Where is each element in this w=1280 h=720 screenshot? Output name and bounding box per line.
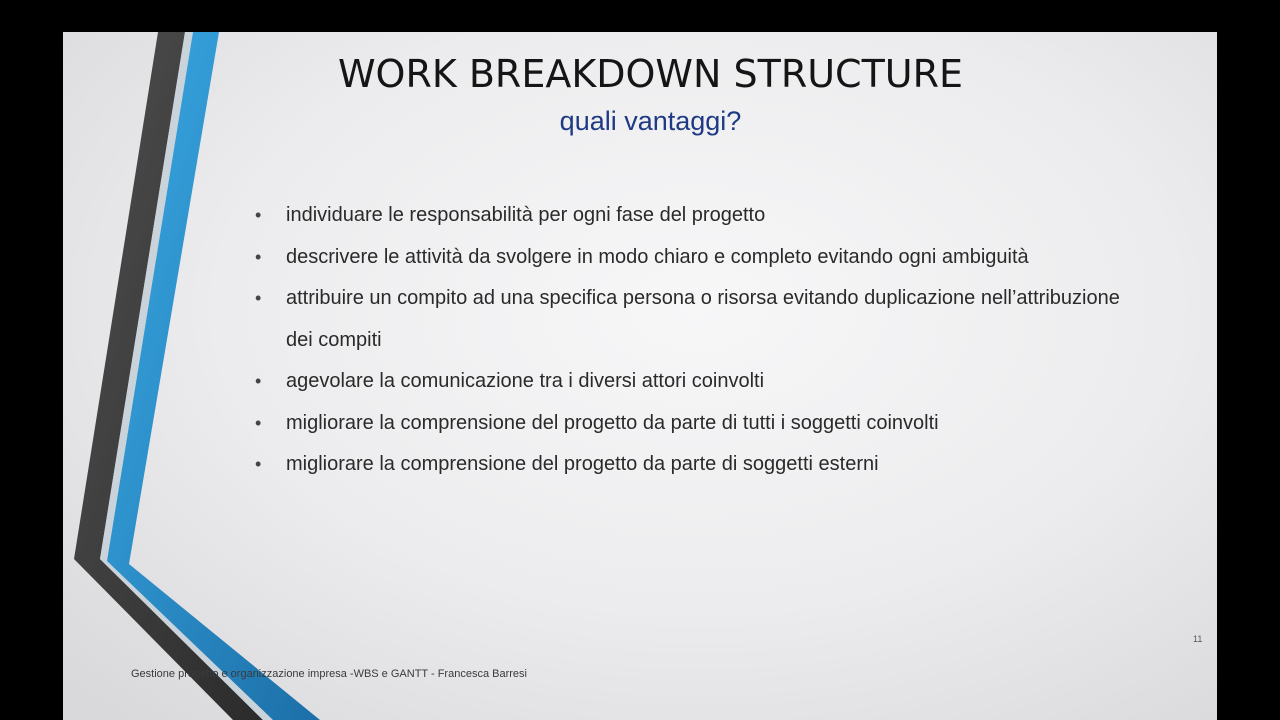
bullet-text: agevolare la comunicazione tra i diversi attori coinvolti: [286, 370, 765, 392]
bullet-dot-icon: •: [255, 288, 262, 308]
slide-subtitle: quali vantaggi?: [559, 106, 742, 136]
bullet-item: [252, 237, 1152, 279]
page-number: 11: [1193, 634, 1203, 644]
bullet-dot-icon: •: [255, 454, 262, 474]
bullet-item: [252, 278, 1152, 361]
slide-footer: Gestione progetto e organizzazione impresa -WBS e GANTT - Francesca Barresi: [131, 668, 527, 680]
bullet-text: individuare le responsabilità per ogni fase del progetto: [286, 204, 766, 226]
bullet-dot-icon: •: [255, 246, 262, 267]
bullet-item: [252, 444, 1152, 486]
bullet-text: migliorare la comprensione del progetto da parte di soggetti esterni: [286, 453, 879, 475]
bullet-item: [252, 195, 1152, 237]
bullet-text: migliorare la comprensione del progetto da parte di tutti i soggetti coinvolti: [286, 411, 939, 434]
bullet-list: [252, 195, 1152, 486]
bullet-dot-icon: •: [255, 371, 262, 391]
bullet-item: [252, 403, 1152, 445]
slide-title: WORK BREAKDOWN STRUCTURE: [337, 52, 964, 96]
bullet-dot-icon: •: [255, 412, 262, 433]
presentation-slide: [63, 32, 1217, 720]
bullet-text: attribuire un compito ad una specifica persona o risorsa evitando duplicazione nell’attribuzione dei compiti: [286, 287, 1120, 351]
bullet-text: descrivere le attività da svolgere in modo chiaro e completo evitando ogni ambiguità: [286, 245, 1029, 268]
bullet-dot-icon: •: [255, 205, 262, 225]
bullet-item: [252, 361, 1152, 403]
